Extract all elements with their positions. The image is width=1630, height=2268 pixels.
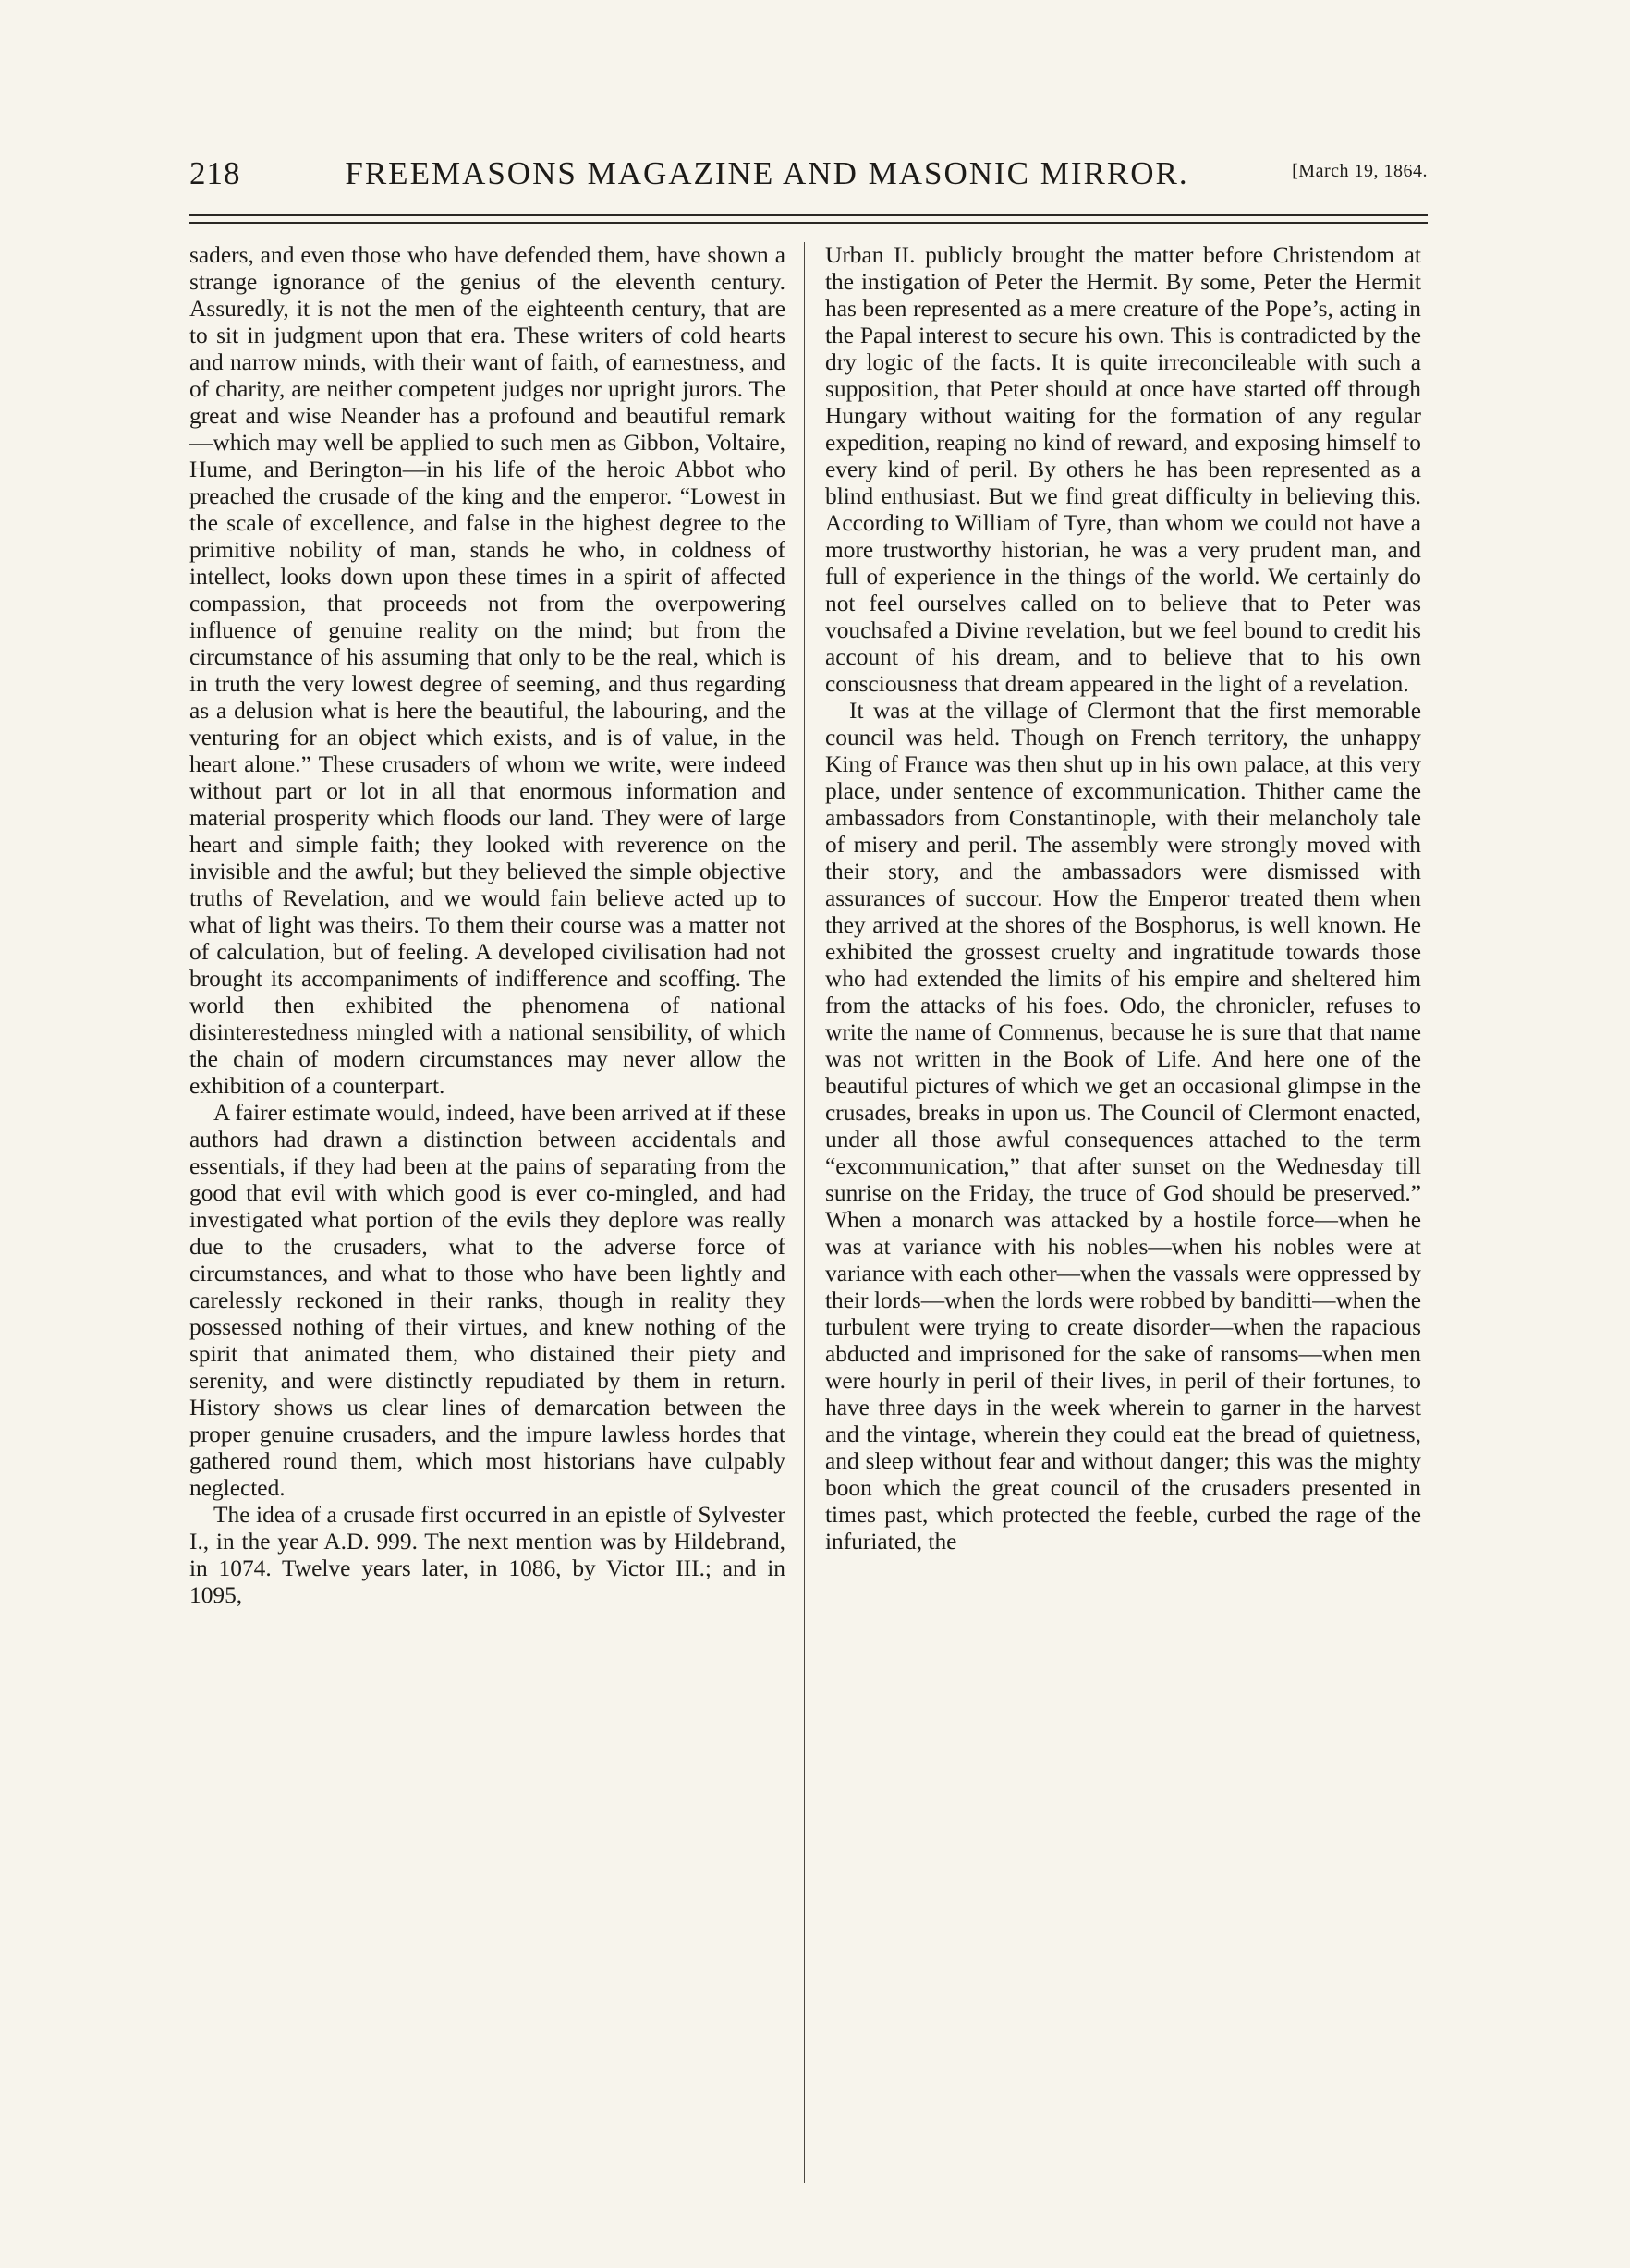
header-rule-top: [189, 214, 1428, 216]
paragraph: It was at the village of Clermont that the first memorable council was held. Though on French territory, the unhappy King of France was then shut up in his own palace, at this very place, under sentence of excommunication. Thither came the ambassadors from Constantinople, with their melancholy tale of misery and peril. The assembly were strongly moved with their story, and the ambassadors were dismissed with assurances of succour. How the Emperor treated them when they arrived at the shores of the Bosphorus, is well known. He exhibited the grossest cruelty and ingratitude towards those who had extended the limits of his empire and sheltered him from the attacks of his foes. Odo, the chronicler, refuses to write the name of Comnenus, because he is sure that that name was not written in the Book of Life. And here one of the beautiful pictures of which we get an occasional glimpse in the crusades, breaks in upon us. The Council of Clermont enacted, under all those awful consequences attached to the term “excommunication,” that after sunset on the Wednesday till sunrise on the Friday, the truce of God should be preserved.” When a monarch was attacked by a hostile force—when he was at variance with his nobles—when his nobles were at variance with each other—when the vassals were oppressed by their lords—when the lords were robbed by banditti—when the turbulent were trying to create disorder—when the rapacious abducted and imprisoned for the sake of ransoms—when men were hourly in peril of their lives, in peril of their fortunes, to have three days in the week wherein to garner in the harvest and the vintage, wherein they could eat the bread of quietness, and sleep without fear and without danger; this was the mighty boon which the great council of the crusaders presented in times past, which protected the feeble, curbed the rage of the infuriated, the: [825, 698, 1421, 1555]
paragraph: Urban II. publicly brought the matter before Christendom at the instigation of Peter the Hermit. By some, Peter the Hermit has been represented as a mere creature of the Pope’s, acting in the Papal interest to secure his own. This is contradicted by the dry logic of the facts. It is quite irreconcileable with such a supposition, that Peter should at once have started off through Hungary without waiting for the formation of any regular expedition, reaping no kind of reward, and exposing himself to every kind of peril. By others he has been represented as a blind enthusiast. But we find great difficulty in believing this. According to William of Tyre, than whom we could not have a more trustworthy historian, he was a very prudent man, and full of experience in the things of the world. We certainly do not feel ourselves called on to believe that to Peter was vouchsafed a Divine revelation, but we feel bound to credit his account of his dream, and to believe that to his own consciousness that dream appeared in the light of a revelation.: [825, 242, 1421, 697]
page-header: [189, 155, 1428, 198]
header-rule-bottom: [189, 222, 1428, 224]
page-number: 218: [189, 155, 241, 191]
paragraph: saders, and even those who have defended them, have shown a strange ignorance of the genius of the eleventh century. Assuredly, it is not the men of the eighteenth century, that are to sit in judgment upon that era. These writers of cold hearts and narrow minds, with their want of faith, of earnestness, and of charity, are neither competent judges nor upright jurors. The great and wise Neander has a profound and beautiful remark —which may well be applied to such men as Gibbon, Voltaire, Hume, and Berington—in his life of the heroic Abbot who preached the crusade of the king and the emperor. “Lowest in the scale of excellence, and false in the highest degree to the primitive nobility of man, stands he who, in coldness of intellect, looks down upon these times in a spirit of affected compassion, that proceeds not from the overpowering influence of genuine reality on the mind; but from the circumstance of his assuming that only to be the real, which is in truth the very lowest degree of seeming, and thus regarding as a delusion what is here the beautiful, the labouring, and the venturing for an object which exists, and is of value, in the heart alone.” These crusaders of whom we write, were indeed without part or lot in all that enormous information and material prosperity which floods our land. They were of large heart and simple faith; they looked with reverence on the invisible and the awful; but they believed the simple objective truths of Revelation, and we would fain believe acted up to what of light was theirs. To them their course was a matter not of calculation, but of feeling. A developed civilisation had not brought its accompaniments of indifference and scoffing. The world then exhibited the phenomena of national disinterestedness mingled with a national sensibility, of which the chain of modern circumstances may never allow the exhibition of a counterpart.: [189, 242, 785, 1099]
issue-date: [March 19, 1864.: [1292, 161, 1428, 181]
masthead-title: FREEMASONS MAGAZINE AND MASONIC MIRROR.: [345, 155, 1189, 191]
right-column: [825, 242, 1421, 1555]
left-column: [189, 242, 785, 1609]
paragraph: A fairer estimate would, indeed, have been arrived at if these authors had drawn a distinction between accidentals and essentials, if they had been at the pains of separating from the good that evil with which good is ever co-mingled, and had investigated what portion of the evils they deplore was really due to the crusaders, what to the adverse force of circumstances, and what to those who have been lightly and carelessly reckoned in their ranks, though in reality they possessed nothing of their virtues, and knew nothing of the spirit that animated them, who distained their piety and serenity, and were distinctly repudiated by them in return. History shows us clear lines of demarcation between the proper genuine crusaders, and the impure lawless hordes that gathered round them, which most historians have culpably neglected.: [189, 1100, 785, 1501]
paragraph: The idea of a crusade first occurred in an epistle of Sylvester I., in the year A.D. 999. The next mention was by Hildebrand, in 1074. Twelve years later, in 1086, by Victor III.; and in 1095,: [189, 1502, 785, 1608]
column-divider: [804, 242, 805, 2183]
